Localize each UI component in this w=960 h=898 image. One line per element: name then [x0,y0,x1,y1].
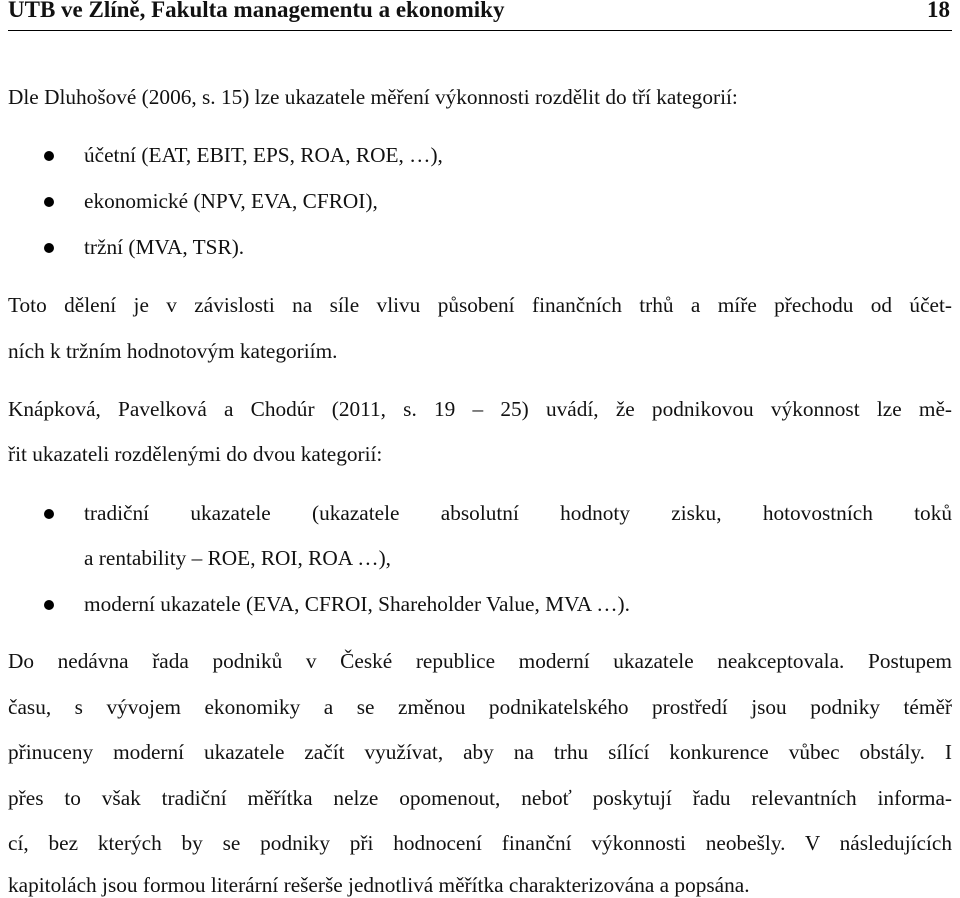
header-title: UTB ve Zlíně, Fakulta managementu a ekonomiky [8,0,505,22]
bullet-icon [44,600,54,610]
intro-paragraph: Dle Dluhošové (2006, s. 15) lze ukazatele měření výkonnosti rozdělit do tří kategorií: [8,85,738,109]
paragraph-line: přinuceny moderní ukazatele začít využívat, aby na trhu sílící konkurence vůbec obstály. I [8,740,952,764]
paragraph-line: Do nedávna řada podniků v České republice moderní ukazatele neakceptovala. Postupem [8,649,952,673]
list-item-line: tradiční ukazatele (ukazatele absolutní hodnoty zisku, hotovostních toků [84,501,952,525]
paragraph-line: času, s vývojem ekonomiky a se změnou podnikatelského prostředí jsou podniky téměř [8,695,952,719]
paragraph-line: kapitolách jsou formou literární rešerše jednotlivá měřítka charakterizována a popsána. [8,873,750,897]
list-item-line: a rentability – ROE, ROI, ROA …), [84,546,391,570]
bullet-icon [44,243,54,253]
paragraph-line: přes to však tradiční měřítka nelze opomenout, neboť poskytují řadu relevantních informa- [8,786,952,810]
page-number: 18 [927,0,950,22]
list-item-line: moderní ukazatele (EVA, CFROI, Shareholder Value, MVA …). [84,592,630,616]
bullet-icon [44,509,54,519]
list-item: tržní (MVA, TSR). [84,235,245,259]
bullet-icon [44,197,54,207]
paragraph-line: řit ukazateli rozdělenými do dvou kategorií: [8,442,383,466]
paragraph-line: cí, bez kterých by se podniky při hodnocení finanční výkonnosti neobešly. V následujících [8,831,952,855]
paragraph-line: ních k tržním hodnotovým kategoriím. [8,339,338,363]
paragraph-line: Knápková, Pavelková a Chodúr (2011, s. 19 – 25) uvádí, že podnikovou výkonnost lze mě- [8,397,952,421]
paragraph-line: Toto dělení je v závislosti na síle vlivu působení finančních trhů a míře přechodu od účet- [8,293,952,317]
bullet-icon [44,151,54,161]
list-item: ekonomické (NPV, EVA, CFROI), [84,189,378,213]
page-header [8,0,952,31]
list-item: účetní (EAT, EBIT, EPS, ROA, ROE, …), [84,143,443,167]
